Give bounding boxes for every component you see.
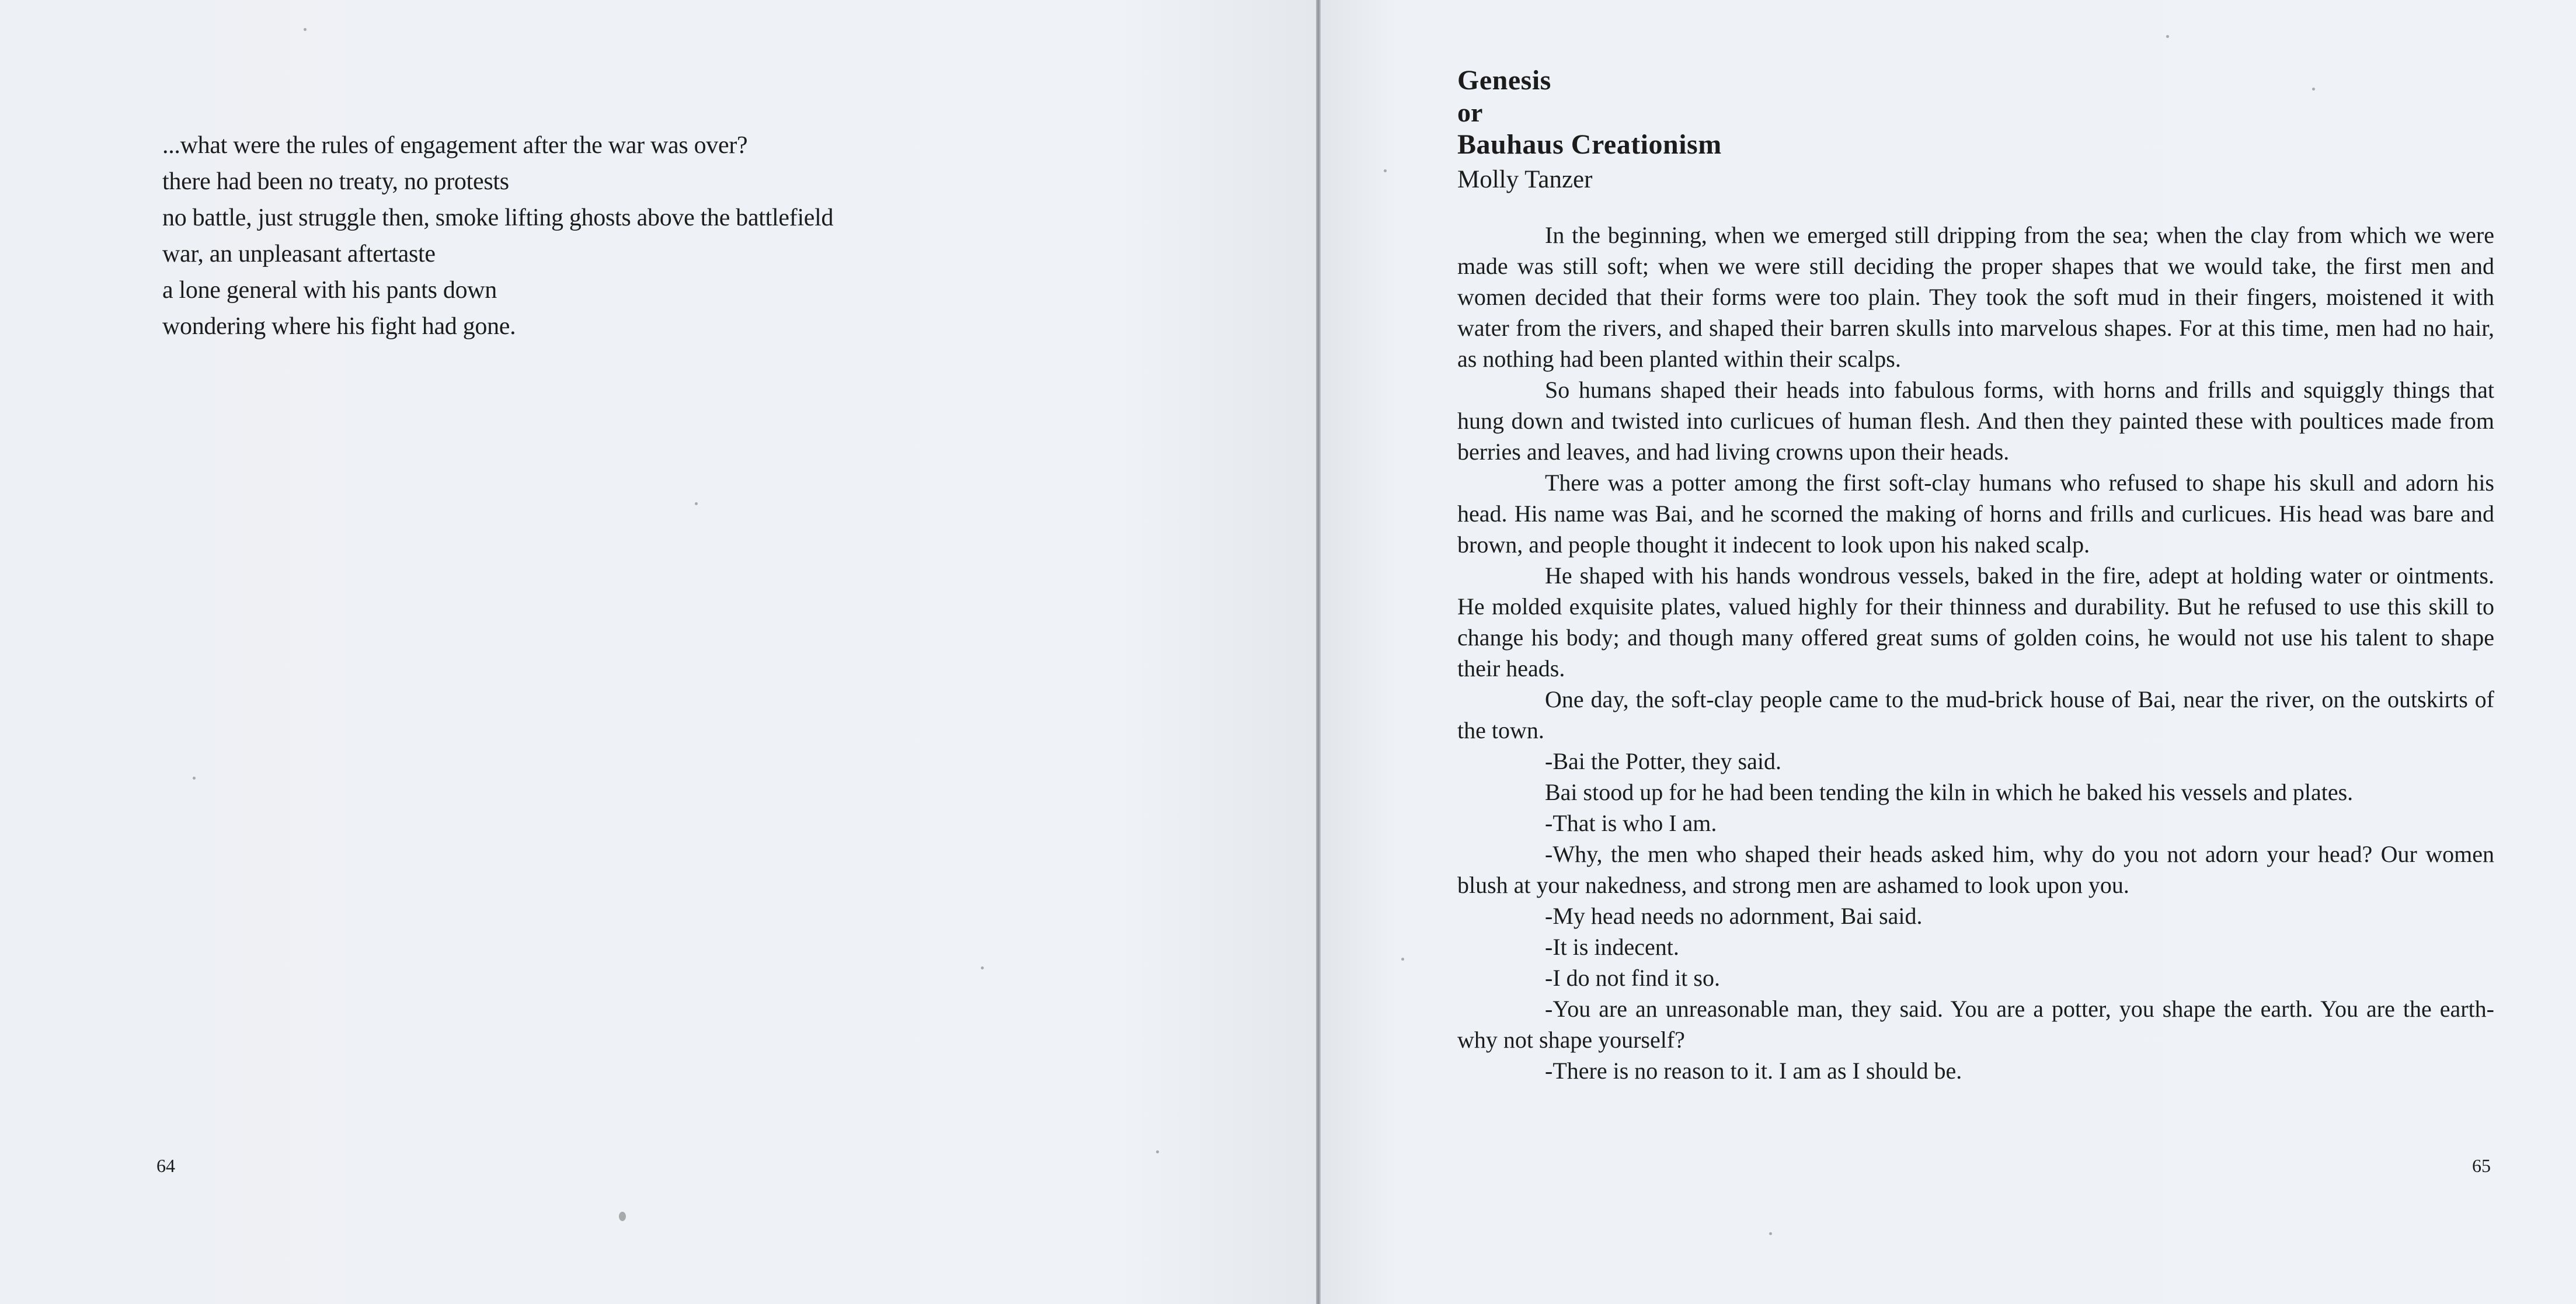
story-title: Genesis bbox=[1457, 65, 1551, 96]
dialogue-line: -I do not find it so. bbox=[1545, 965, 1720, 991]
story-subtitle: Bauhaus Creationism bbox=[1457, 129, 1722, 160]
dialogue-line: -That is who I am. bbox=[1545, 810, 1717, 836]
paper-speck bbox=[304, 28, 307, 31]
dialogue-line: Bai stood up for he had been tending the kiln in which he baked his vessels and plates. bbox=[1545, 779, 2354, 805]
book-gutter bbox=[1316, 0, 1321, 1304]
paragraph: So humans shaped their heads into fabulous forms, with horns and frills and squiggly things that hung down and twisted into curlicues of human flesh. And then they painted these with poultices made from berries and leaves, and had living crowns upon their heads. bbox=[1457, 377, 2494, 465]
poem-line: ...what were the rules of engagement after the war was over? bbox=[162, 132, 748, 159]
poem-line: there had been no treaty, no protests bbox=[162, 168, 509, 195]
poem bbox=[162, 127, 980, 345]
story-author: Molly Tanzer bbox=[1457, 166, 1593, 193]
paragraph: One day, the soft-clay people came to the mud-brick house of Bai, near the river, on the outskirts of the town. bbox=[1457, 686, 2494, 743]
paper-speck bbox=[1769, 1232, 1772, 1235]
paper-speck bbox=[2166, 35, 2169, 38]
story-title-or: or bbox=[1457, 98, 1483, 127]
paper-speck bbox=[193, 777, 196, 780]
poem-line: wondering where his fight had gone. bbox=[162, 313, 516, 340]
poem-line: no battle, just struggle then, smoke lifting ghosts above the battlefield bbox=[162, 204, 834, 231]
story bbox=[1457, 64, 2494, 1086]
paper-speck bbox=[619, 1212, 626, 1221]
paper-speck bbox=[1384, 169, 1387, 172]
poem-line: a lone general with his pants down bbox=[162, 277, 497, 304]
dialogue-line: -It is indecent. bbox=[1545, 934, 1679, 960]
dialogue-paragraph: -You are an unreasonable man, they said. You are a potter, you shape the earth. You are the earth- why not shape yourself? bbox=[1457, 996, 2494, 1053]
paragraph: He shaped with his hands wondrous vessels, baked in the fire, adept at holding water or ointments. He molded exquisite plates, valued highly for their thinness and durability. But he refused to use this skill to change his body; and though many offered great sums of golden coins, he would not use his talent to shape their heads. bbox=[1457, 562, 2494, 681]
paper-speck bbox=[1401, 958, 1404, 961]
paper-speck bbox=[981, 966, 984, 969]
poem-line: war, an unpleasant aftertaste bbox=[162, 241, 436, 267]
page-number-left: 64 bbox=[156, 1155, 175, 1176]
paragraph: There was a potter among the first soft-clay humans who refused to shape his skull and adorn his head. His name was Bai, and he scorned the making of horns and frills and curlicues. His head was bare and brown, and people thought it indecent to look upon his naked scalp. bbox=[1457, 470, 2494, 558]
dialogue-paragraph: -Why, the men who shaped their heads asked him, why do you not adorn your head? Our women blush at your nakedness, and strong men are ashamed to look upon you. bbox=[1457, 841, 2494, 898]
paper-speck bbox=[2312, 88, 2315, 91]
dialogue-line: -My head needs no adornment, Bai said. bbox=[1545, 903, 1923, 929]
paper-speck bbox=[695, 502, 698, 505]
page-number-right: 65 bbox=[2472, 1155, 2491, 1176]
paper-speck bbox=[1156, 1150, 1159, 1153]
dialogue-line: -There is no reason to it. I am as I should be. bbox=[1545, 1058, 1962, 1084]
dialogue-line: -Bai the Potter, they said. bbox=[1545, 748, 1781, 774]
paragraph: In the beginning, when we emerged still dripping from the sea; when the clay from which we were made was still soft; when we were still deciding the proper shapes that we would take, the first men and women decided that their forms were too plain. They took the soft mud in their fingers, moistened it with water from the rivers, and shaped their barren skulls into marvelous shapes. For at this time, men had no hair, as nothing had been planted within their scalps. bbox=[1457, 222, 2494, 372]
